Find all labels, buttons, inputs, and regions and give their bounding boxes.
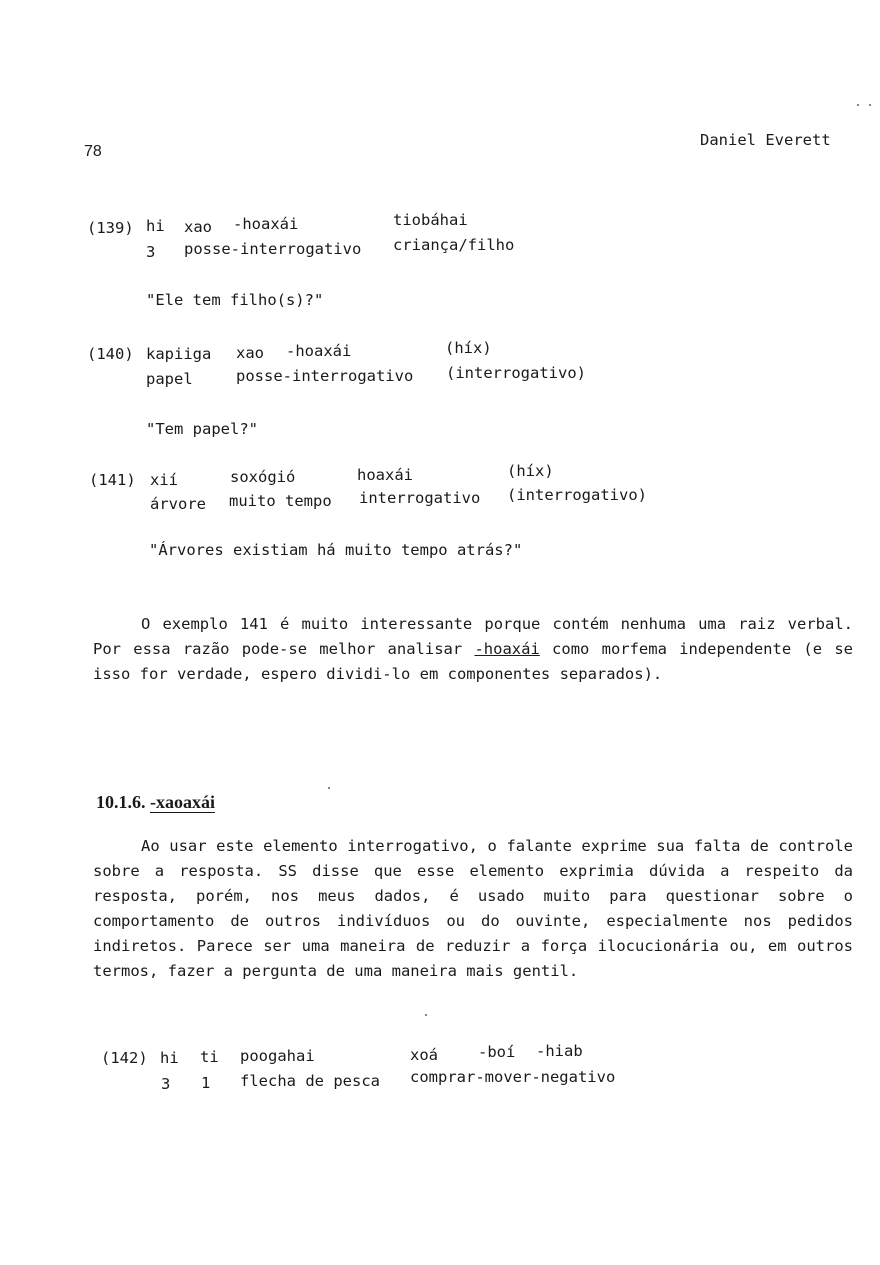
scan-speck bbox=[869, 104, 871, 106]
body-paragraph bbox=[93, 612, 853, 687]
example-number: (140) bbox=[87, 345, 134, 363]
gloss-translation-word: árvore bbox=[150, 495, 206, 513]
scan-speck bbox=[425, 1014, 427, 1016]
gloss-word: ti bbox=[200, 1048, 219, 1066]
gloss-word: -boí bbox=[478, 1043, 516, 1061]
gloss-translation-word: posse-interrogativo bbox=[184, 240, 362, 258]
example-number: (139) bbox=[87, 219, 134, 237]
gloss-translation-word: criança/filho bbox=[393, 236, 515, 254]
gloss-word: xií bbox=[150, 471, 178, 489]
gloss-word: soxógió bbox=[230, 468, 296, 486]
gloss-word: xao bbox=[184, 218, 212, 236]
gloss-word: (híx) bbox=[445, 339, 492, 357]
paragraph-text: Ao usar este elemento interrogativo, o falante exprime sua falta de controle sobre a resposta. SS disse que esse elemento exprimia dúvida a respeito da resposta, porém, nos meus dados, é usado muito para questionar sobre o comportamento de outros indivíduos ou do ouvinte, especialmente nos pedidos indiretos. Parece ser uma maneira de reduzir a força ilocucionária ou, em outros termos, fazer a pergunta de uma maneira mais gentil. bbox=[93, 837, 853, 980]
gloss-word: hi bbox=[146, 217, 165, 235]
gloss-word: -hoaxái bbox=[233, 215, 299, 233]
gloss-word: -hiab bbox=[536, 1042, 583, 1060]
gloss-translation-word: papel bbox=[146, 370, 193, 388]
gloss-word: xao bbox=[236, 344, 264, 362]
paragraph-text: O exemplo 141 é muito interessante porque contém nenhuma uma raiz verbal. Por essa razão pode-se melhor analisar bbox=[93, 615, 853, 658]
page-number: 78 bbox=[84, 143, 102, 160]
gloss-word: tiobáhai bbox=[393, 211, 468, 229]
running-header-author: Daniel Everett bbox=[700, 131, 831, 149]
example-number: (142) bbox=[101, 1049, 148, 1067]
gloss-translation-word: 3 bbox=[146, 243, 156, 261]
gloss-translation-word: flecha de pesca bbox=[240, 1072, 380, 1090]
section-term: -xaoaxái bbox=[150, 792, 215, 812]
section-number: 10.1.6. bbox=[96, 792, 146, 812]
morpheme-term: -hoaxái bbox=[474, 640, 540, 658]
example-translation: "Árvores existiam há muito tempo atrás?" bbox=[149, 541, 523, 559]
gloss-word: poogahai bbox=[240, 1047, 315, 1065]
gloss-translation-word: posse-interrogativo bbox=[236, 367, 414, 385]
gloss-word: -hoaxái bbox=[286, 342, 352, 360]
scan-speck bbox=[857, 104, 859, 106]
example-translation: "Ele tem filho(s)?" bbox=[146, 291, 324, 309]
gloss-word: xoá bbox=[410, 1046, 438, 1064]
example-translation: "Tem papel?" bbox=[146, 420, 258, 438]
gloss-translation-word: interrogativo bbox=[359, 489, 481, 507]
gloss-translation-word: 1 bbox=[201, 1074, 211, 1092]
section-heading bbox=[96, 792, 215, 813]
scan-speck bbox=[328, 787, 330, 789]
gloss-word: (híx) bbox=[507, 462, 554, 480]
paragraph-text: como morfema independente (e se isso for verdade, espero dividi-lo em componentes separados). bbox=[93, 640, 853, 683]
gloss-word: hoaxái bbox=[357, 466, 413, 484]
gloss-translation-word: (interrogativo) bbox=[507, 486, 647, 504]
gloss-word: hi bbox=[160, 1049, 179, 1067]
gloss-translation-word: muito tempo bbox=[229, 492, 332, 510]
body-paragraph bbox=[93, 834, 853, 984]
gloss-translation-word: 3 bbox=[161, 1075, 171, 1093]
gloss-translation-word: comprar-mover-negativo bbox=[410, 1068, 616, 1086]
gloss-translation-word: (interrogativo) bbox=[446, 364, 586, 382]
gloss-word: kapiiga bbox=[146, 345, 212, 363]
example-number: (141) bbox=[89, 471, 136, 489]
